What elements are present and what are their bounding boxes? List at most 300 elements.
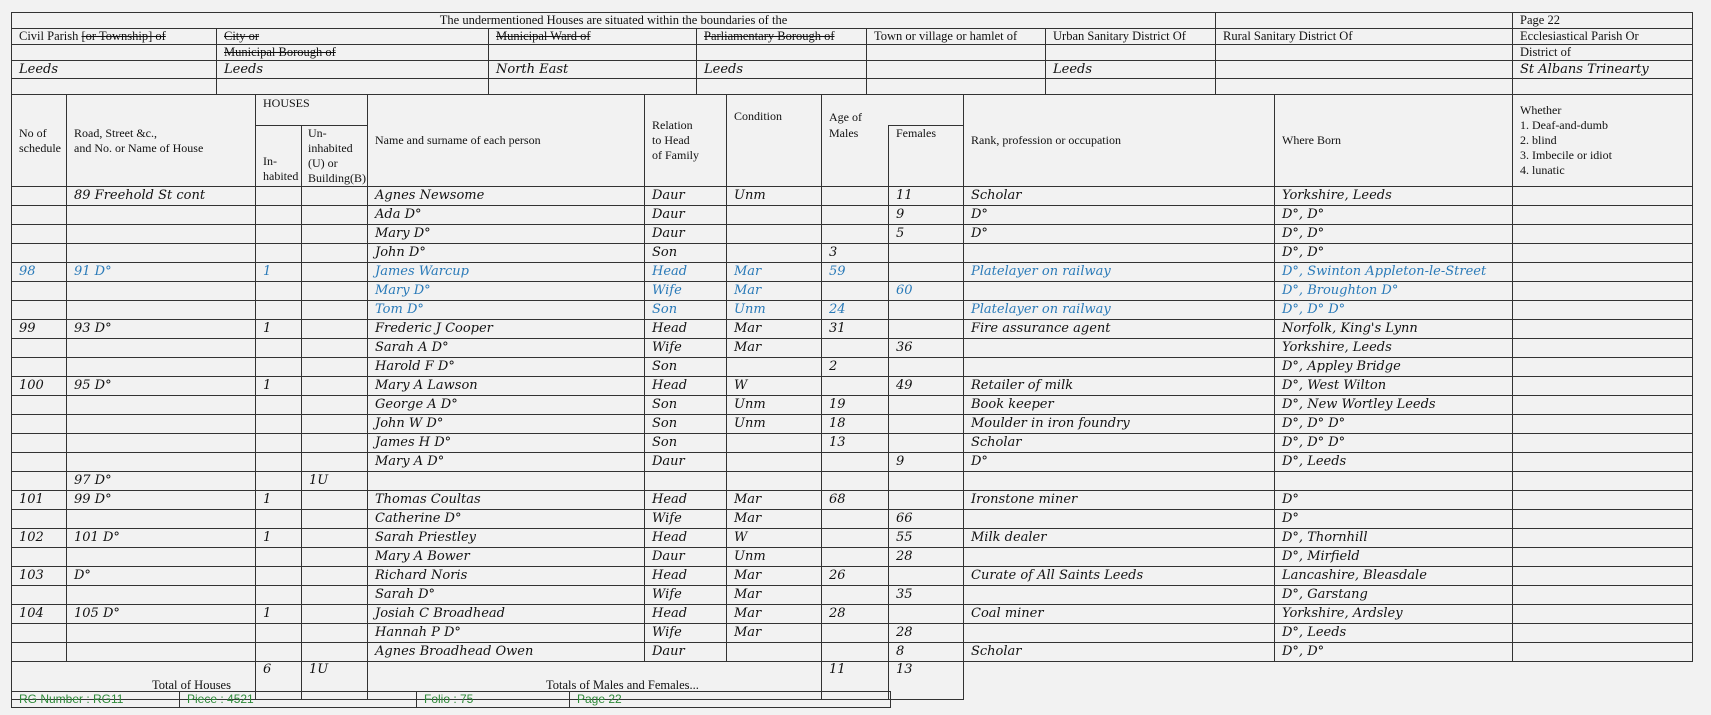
table-row — [12, 434, 1693, 453]
civil-parish-value: Leeds — [12, 61, 217, 79]
inhabited-cell: 1 — [256, 377, 302, 396]
relation-cell: Son — [645, 358, 727, 377]
uninhabited-cell — [302, 225, 368, 244]
condition-cell — [727, 206, 822, 225]
males-cell — [822, 339, 889, 358]
occupation-cell: Platelayer on railway — [964, 301, 1275, 320]
whether-cell — [1513, 643, 1693, 662]
col-inhabited: In- habited — [256, 126, 302, 187]
census-sheet — [11, 12, 1692, 700]
total-inhabited: 6 — [256, 662, 302, 700]
schedule-cell — [12, 548, 67, 567]
schedule-cell — [12, 358, 67, 377]
table-row — [12, 377, 1693, 396]
males-cell — [822, 586, 889, 605]
name-cell: Agnes Broadhead Owen — [368, 643, 645, 662]
where-born-cell: Yorkshire, Leeds — [1275, 187, 1513, 206]
relation-cell: Son — [645, 301, 727, 320]
schedule-cell — [12, 225, 67, 244]
condition-cell: Mar — [727, 567, 822, 586]
table-row — [12, 225, 1693, 244]
occupation-cell — [964, 624, 1275, 643]
schedule-cell: 98 — [12, 263, 67, 282]
name-cell: Sarah D° — [368, 586, 645, 605]
females-cell — [889, 320, 964, 339]
whether-cell — [1513, 282, 1693, 301]
where-born-cell: D°, Mirfield — [1275, 548, 1513, 567]
inhabited-cell — [256, 472, 302, 491]
where-born-cell: D°, D° D° — [1275, 434, 1513, 453]
females-cell — [889, 415, 964, 434]
table-row — [12, 453, 1693, 472]
schedule-cell: 101 — [12, 491, 67, 510]
males-cell — [822, 643, 889, 662]
table-row — [12, 491, 1693, 510]
uninhabited-cell — [302, 415, 368, 434]
uninhabited-cell — [302, 434, 368, 453]
occupation-cell: D° — [964, 206, 1275, 225]
inhabited-cell — [256, 624, 302, 643]
name-cell: James H D° — [368, 434, 645, 453]
condition-cell: Mar — [727, 624, 822, 643]
schedule-cell — [12, 434, 67, 453]
urban-value: Leeds — [1046, 61, 1216, 79]
schedule-cell — [12, 187, 67, 206]
condition-cell — [727, 643, 822, 662]
whether-cell — [1513, 339, 1693, 358]
col-name: Name and surname of each person — [368, 95, 645, 187]
road-cell — [67, 206, 256, 225]
where-born-cell: D°, New Wortley Leeds — [1275, 396, 1513, 415]
inhabited-cell: 1 — [256, 605, 302, 624]
where-born-cell: D° — [1275, 510, 1513, 529]
road-cell: 105 D° — [67, 605, 256, 624]
inhabited-cell — [256, 244, 302, 263]
inhabited-cell — [256, 358, 302, 377]
road-cell — [67, 415, 256, 434]
uninhabited-cell — [302, 358, 368, 377]
uninhabited-cell — [302, 244, 368, 263]
schedule-cell — [12, 624, 67, 643]
females-cell — [889, 244, 964, 263]
males-cell: 3 — [822, 244, 889, 263]
schedule-cell: 102 — [12, 529, 67, 548]
name-cell: Mary A Lawson — [368, 377, 645, 396]
relation-cell — [645, 472, 727, 491]
condition-cell: W — [727, 529, 822, 548]
name-cell: George A D° — [368, 396, 645, 415]
males-cell: 19 — [822, 396, 889, 415]
occupation-cell — [964, 510, 1275, 529]
uninhabited-cell — [302, 396, 368, 415]
table-row — [12, 643, 1693, 662]
parliamentary-value: Leeds — [697, 61, 867, 79]
schedule-cell — [12, 339, 67, 358]
females-cell — [889, 434, 964, 453]
uninhabited-cell — [302, 187, 368, 206]
name-cell: Agnes Newsome — [368, 187, 645, 206]
whether-cell — [1513, 472, 1693, 491]
where-born-cell: D°, D° D° — [1275, 301, 1513, 320]
occupation-cell: Moulder in iron foundry — [964, 415, 1275, 434]
col-females: Females — [889, 126, 964, 187]
females-cell — [889, 396, 964, 415]
total-uninhabited: 1U — [302, 662, 368, 700]
condition-cell: Mar — [727, 605, 822, 624]
uninhabited-cell: 1U — [302, 472, 368, 491]
road-cell — [67, 244, 256, 263]
name-cell: Tom D° — [368, 301, 645, 320]
males-cell: 26 — [822, 567, 889, 586]
name-cell: Mary D° — [368, 225, 645, 244]
whether-cell — [1513, 358, 1693, 377]
urban-label: Urban Sanitary District Of — [1046, 29, 1216, 45]
females-cell: 11 — [889, 187, 964, 206]
road-cell: D° — [67, 567, 256, 586]
total-males: 11 — [822, 662, 889, 700]
total-persons-label: Totals of Males and Females... — [368, 662, 822, 700]
occupation-cell: D° — [964, 225, 1275, 244]
name-cell: Mary D° — [368, 282, 645, 301]
females-cell — [889, 472, 964, 491]
relation-cell: Wife — [645, 282, 727, 301]
schedule-cell — [12, 453, 67, 472]
col-males: Males — [822, 126, 889, 187]
males-cell: 18 — [822, 415, 889, 434]
road-cell — [67, 586, 256, 605]
condition-cell: Mar — [727, 263, 822, 282]
inhabited-cell: 1 — [256, 263, 302, 282]
footer-page: Page 22 — [570, 692, 891, 708]
uninhabited-cell — [302, 320, 368, 339]
males-cell: 59 — [822, 263, 889, 282]
occupation-cell — [964, 586, 1275, 605]
name-cell: Richard Noris — [368, 567, 645, 586]
name-cell: Thomas Coultas — [368, 491, 645, 510]
males-cell — [822, 529, 889, 548]
road-cell — [67, 301, 256, 320]
where-born-cell: Norfolk, King's Lynn — [1275, 320, 1513, 339]
footer-bar — [11, 691, 891, 708]
rural-value — [1216, 61, 1513, 79]
condition-cell — [727, 472, 822, 491]
table-row — [12, 624, 1693, 643]
whether-cell — [1513, 529, 1693, 548]
road-cell — [67, 510, 256, 529]
name-cell: Hannah P D° — [368, 624, 645, 643]
where-born-cell: D° — [1275, 491, 1513, 510]
relation-cell: Wife — [645, 624, 727, 643]
relation-cell: Head — [645, 567, 727, 586]
relation-cell: Head — [645, 377, 727, 396]
schedule-cell — [12, 396, 67, 415]
schedule-cell — [12, 586, 67, 605]
relation-cell: Head — [645, 320, 727, 339]
occupation-cell: Scholar — [964, 434, 1275, 453]
schedule-cell: 100 — [12, 377, 67, 396]
table-row — [12, 301, 1693, 320]
schedule-cell — [12, 415, 67, 434]
civil-parish-label: Civil Parish [or Township] of — [12, 29, 217, 45]
uninhabited-cell — [302, 453, 368, 472]
condition-cell: Unm — [727, 187, 822, 206]
name-cell: Harold F D° — [368, 358, 645, 377]
males-cell: 24 — [822, 301, 889, 320]
col-occupation: Rank, profession or occupation — [964, 95, 1275, 187]
where-born-cell: D°, Thornhill — [1275, 529, 1513, 548]
where-born-cell: D°, Swinton Appleton-le-Street — [1275, 263, 1513, 282]
condition-cell: Mar — [727, 339, 822, 358]
parliamentary-label: Parliamentary Borough of — [697, 29, 867, 45]
females-cell: 35 — [889, 586, 964, 605]
whether-cell — [1513, 605, 1693, 624]
rural-label: Rural Sanitary District Of — [1216, 29, 1513, 45]
where-born-cell: D°, D° — [1275, 643, 1513, 662]
name-cell: Frederic J Cooper — [368, 320, 645, 339]
condition-cell: Unm — [727, 548, 822, 567]
ward-label: Municipal Ward of — [489, 29, 697, 45]
inhabited-cell — [256, 282, 302, 301]
col-schedule: No of schedule — [12, 95, 67, 187]
table-row — [12, 206, 1693, 225]
females-cell — [889, 567, 964, 586]
inhabited-cell — [256, 301, 302, 320]
table-row — [12, 548, 1693, 567]
name-cell: Sarah A D° — [368, 339, 645, 358]
females-cell — [889, 605, 964, 624]
inhabited-cell — [256, 187, 302, 206]
col-relation: Relation to Head of Family — [645, 95, 727, 187]
uninhabited-cell — [302, 377, 368, 396]
whether-cell — [1513, 244, 1693, 263]
occupation-cell: Curate of All Saints Leeds — [964, 567, 1275, 586]
condition-cell — [727, 358, 822, 377]
whether-cell — [1513, 434, 1693, 453]
road-cell — [67, 282, 256, 301]
occupation-cell: Coal miner — [964, 605, 1275, 624]
males-cell — [822, 377, 889, 396]
males-cell: 68 — [822, 491, 889, 510]
whether-cell — [1513, 567, 1693, 586]
males-cell: 13 — [822, 434, 889, 453]
road-cell — [67, 624, 256, 643]
uninhabited-cell — [302, 548, 368, 567]
relation-cell: Daur — [645, 643, 727, 662]
uninhabited-cell — [302, 643, 368, 662]
inhabited-cell: 1 — [256, 491, 302, 510]
whether-cell — [1513, 206, 1693, 225]
occupation-cell: Scholar — [964, 643, 1275, 662]
where-born-cell: D°, D° — [1275, 244, 1513, 263]
where-born-cell: D°, D° D° — [1275, 415, 1513, 434]
inhabited-cell — [256, 396, 302, 415]
name-cell — [368, 472, 645, 491]
relation-cell: Wife — [645, 586, 727, 605]
col-age-of: Age of — [822, 95, 964, 126]
col-condition: Condition — [727, 95, 822, 187]
where-born-cell: D°, Broughton D° — [1275, 282, 1513, 301]
inhabited-cell — [256, 415, 302, 434]
header-table — [11, 12, 1693, 95]
occupation-cell: Scholar — [964, 187, 1275, 206]
males-cell — [822, 472, 889, 491]
relation-cell: Head — [645, 529, 727, 548]
city-label: City or — [217, 29, 489, 45]
condition-cell — [727, 244, 822, 263]
where-born-cell: D°, D° — [1275, 206, 1513, 225]
condition-cell — [727, 453, 822, 472]
females-cell: 9 — [889, 453, 964, 472]
whether-cell — [1513, 624, 1693, 643]
city-label-2: Municipal Borough of — [217, 45, 489, 61]
relation-cell: Daur — [645, 453, 727, 472]
inhabited-cell: 1 — [256, 320, 302, 339]
table-row — [12, 472, 1693, 491]
road-cell — [67, 643, 256, 662]
uninhabited-cell — [302, 339, 368, 358]
schedule-cell — [12, 206, 67, 225]
schedule-cell: 104 — [12, 605, 67, 624]
condition-cell: Mar — [727, 586, 822, 605]
name-cell: Ada D° — [368, 206, 645, 225]
table-row — [12, 320, 1693, 339]
occupation-cell — [964, 339, 1275, 358]
females-cell: 28 — [889, 624, 964, 643]
town-value — [867, 61, 1046, 79]
occupation-cell: Retailer of milk — [964, 377, 1275, 396]
header-title: The undermentioned Houses are situated within the boundaries of the — [12, 13, 1216, 29]
females-cell: 66 — [889, 510, 964, 529]
males-cell — [822, 548, 889, 567]
relation-cell: Son — [645, 415, 727, 434]
whether-cell — [1513, 225, 1693, 244]
table-row — [12, 339, 1693, 358]
uninhabited-cell — [302, 586, 368, 605]
col-whether: Whether 1. Deaf-and-dumb 2. blind 3. Imbecile or idiot 4. lunatic — [1513, 95, 1693, 187]
register-table — [11, 94, 1693, 700]
occupation-cell — [964, 472, 1275, 491]
whether-cell — [1513, 320, 1693, 339]
name-cell: James Warcup — [368, 263, 645, 282]
name-cell: John D° — [368, 244, 645, 263]
relation-cell: Daur — [645, 548, 727, 567]
males-cell — [822, 510, 889, 529]
schedule-cell: 103 — [12, 567, 67, 586]
females-cell — [889, 358, 964, 377]
females-cell: 5 — [889, 225, 964, 244]
males-cell: 31 — [822, 320, 889, 339]
road-cell: 95 D° — [67, 377, 256, 396]
condition-cell: W — [727, 377, 822, 396]
uninhabited-cell — [302, 282, 368, 301]
where-born-cell: Yorkshire, Ardsley — [1275, 605, 1513, 624]
road-cell: 101 D° — [67, 529, 256, 548]
males-cell — [822, 225, 889, 244]
name-cell: Mary A D° — [368, 453, 645, 472]
whether-cell — [1513, 415, 1693, 434]
register-rows — [12, 187, 1693, 662]
males-cell — [822, 282, 889, 301]
condition-cell: Mar — [727, 491, 822, 510]
whether-cell — [1513, 586, 1693, 605]
city-value: Leeds — [217, 61, 489, 79]
eccl-value: St Albans Trinearty — [1513, 61, 1693, 79]
inhabited-cell — [256, 567, 302, 586]
road-cell — [67, 548, 256, 567]
occupation-cell: Platelayer on railway — [964, 263, 1275, 282]
relation-cell: Son — [645, 396, 727, 415]
schedule-cell — [12, 301, 67, 320]
inhabited-cell — [256, 434, 302, 453]
females-cell: 36 — [889, 339, 964, 358]
females-cell: 55 — [889, 529, 964, 548]
relation-cell: Son — [645, 244, 727, 263]
name-cell: Mary A Bower — [368, 548, 645, 567]
males-cell: 28 — [822, 605, 889, 624]
occupation-cell: Ironstone miner — [964, 491, 1275, 510]
uninhabited-cell — [302, 605, 368, 624]
where-born-cell: D°, Appley Bridge — [1275, 358, 1513, 377]
uninhabited-cell — [302, 510, 368, 529]
col-where-born: Where Born — [1275, 95, 1513, 187]
road-cell: 93 D° — [67, 320, 256, 339]
whether-cell — [1513, 187, 1693, 206]
condition-cell — [727, 225, 822, 244]
females-cell: 28 — [889, 548, 964, 567]
schedule-cell — [12, 282, 67, 301]
condition-cell: Unm — [727, 415, 822, 434]
schedule-cell — [12, 244, 67, 263]
condition-cell: Unm — [727, 396, 822, 415]
whether-cell — [1513, 548, 1693, 567]
where-born-cell — [1275, 472, 1513, 491]
inhabited-cell — [256, 643, 302, 662]
females-cell: 60 — [889, 282, 964, 301]
occupation-cell — [964, 548, 1275, 567]
table-row — [12, 510, 1693, 529]
where-born-cell: D°, Leeds — [1275, 453, 1513, 472]
occupation-cell: D° — [964, 453, 1275, 472]
whether-cell — [1513, 377, 1693, 396]
road-cell — [67, 396, 256, 415]
males-cell — [822, 206, 889, 225]
table-row — [12, 244, 1693, 263]
table-row — [12, 529, 1693, 548]
relation-cell: Head — [645, 605, 727, 624]
table-row — [12, 263, 1693, 282]
col-houses: HOUSES — [256, 95, 368, 126]
condition-cell: Mar — [727, 320, 822, 339]
total-houses-label: Total of Houses — [12, 662, 256, 700]
name-cell: John W D° — [368, 415, 645, 434]
col-road: Road, Street &c., and No. or Name of House — [67, 95, 256, 187]
occupation-cell — [964, 244, 1275, 263]
table-row — [12, 396, 1693, 415]
inhabited-cell — [256, 453, 302, 472]
occupation-cell: Book keeper — [964, 396, 1275, 415]
road-cell: 99 D° — [67, 491, 256, 510]
road-cell — [67, 339, 256, 358]
where-born-cell: Lancashire, Bleasdale — [1275, 567, 1513, 586]
road-cell — [67, 453, 256, 472]
road-cell — [67, 434, 256, 453]
inhabited-cell — [256, 586, 302, 605]
females-cell — [889, 263, 964, 282]
condition-cell: Unm — [727, 301, 822, 320]
table-row — [12, 586, 1693, 605]
road-cell: 97 D° — [67, 472, 256, 491]
table-row — [12, 282, 1693, 301]
